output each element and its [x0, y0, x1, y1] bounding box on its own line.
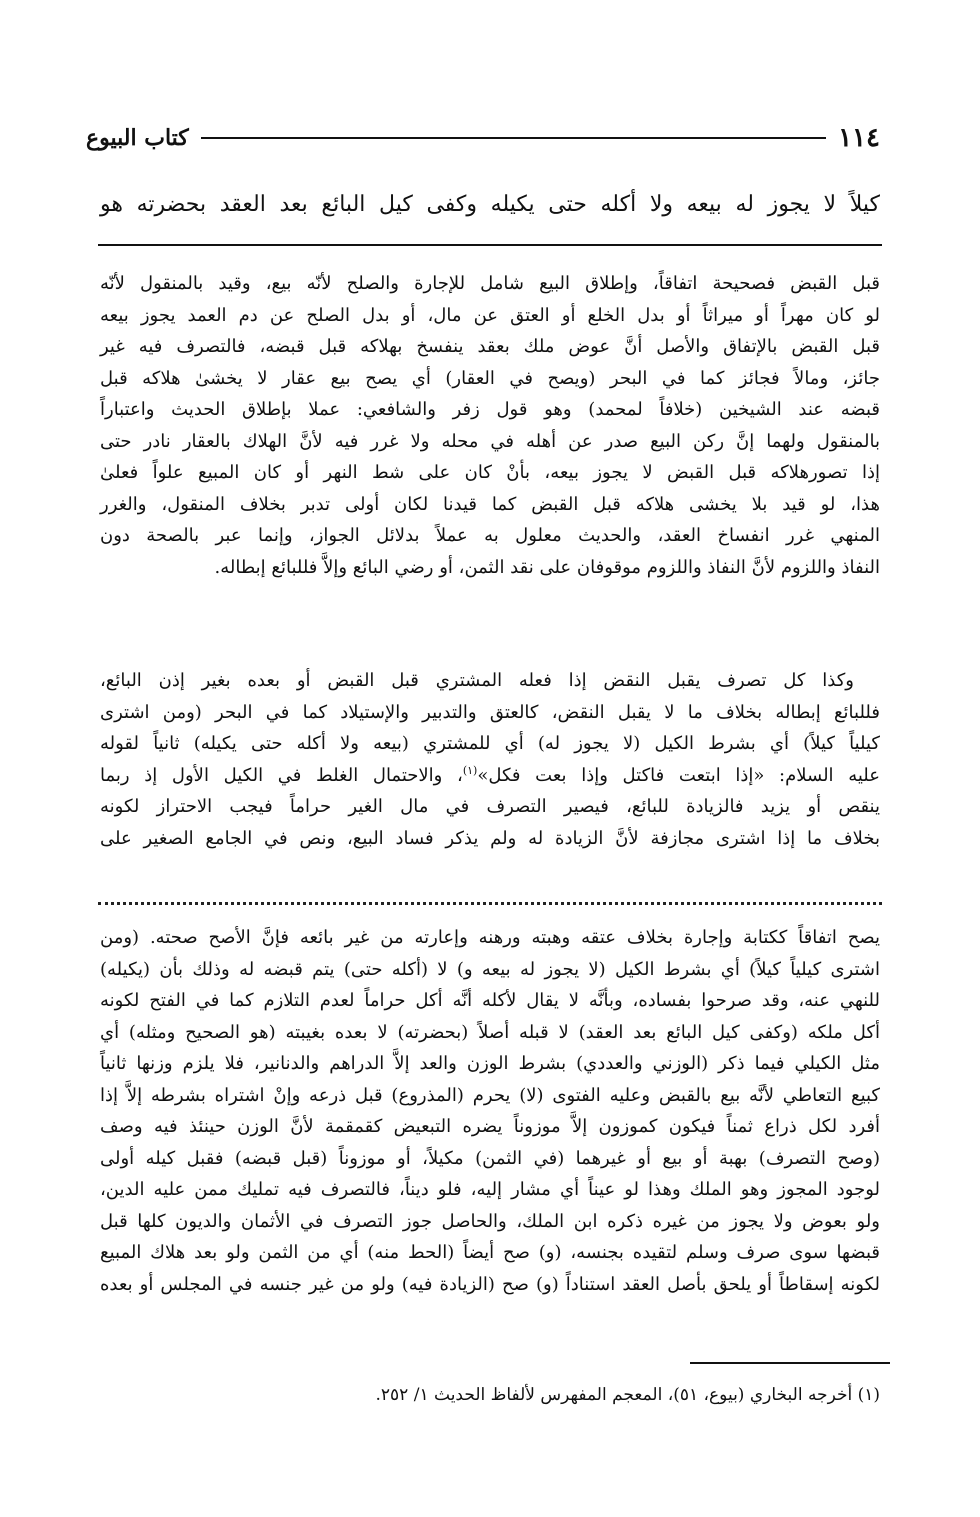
- hadith-quote: عليه السلام: «إذا ابتعت فاكتل وإذا بعت فكل»: [477, 764, 880, 786]
- text-line: قبل القبض بالإتفاق والأصل أنَّ عوض ملك بعقد ينفسخ بهلاكه قبل قبضه، فالتصرف فيه غير: [100, 336, 880, 357]
- text-line: فللبائع إبطاله بخلاف ما لا يقبل النقض، كالعتق والتدبير والإستيلاد كما في البحر (ومن اشترى: [100, 701, 880, 723]
- text-line: ينقص أو يزيد فالزيادة للبائع، فيصير التصرف في مال الغير حراماً فيجب الاحتراز لكونه: [100, 796, 880, 817]
- text-line: لكونه إسقاطاً أو يلحق بأصل العقد استناداً (و) صح (الزيادة فيه) ولو من غير جنسه في المجلس أو بعده: [100, 1273, 880, 1295]
- text-line: أفرد لكل ذراع ثمناً فيكون كموزون إلاَّ موزوناً يضره التبعيض كقمقمة لأنَّ الوزن حينئذ فيه وصف: [100, 1116, 880, 1137]
- text-line: للنهي عنه، وقد صرحوا بفساده، وبأنَّه لا يقال لأكله أنَّه أكل حراماً لعدم التلازم كما في الفتح لكونه: [100, 990, 880, 1011]
- text-line: المنهي غرر انفساخ العقد، والحديث معلول به عملاً بدلائل الجواز، وإنما عبر بالصحة دون: [100, 525, 880, 546]
- text-line: بخلاف ما إذا اشترى مجازفة لأنَّ الزيادة له ولم يذكر فساد البيع، ونص في الجامع الصغير على: [100, 827, 880, 849]
- text-line: لو كان مهراً أو ميراثاً أو بدل الخلع أو العتق عن مال، أو بدل الصلح عن دم العمد يجوز بيعه: [100, 304, 880, 326]
- text-line: مثل الكيلي فيما ذكر (الوزني والعددي) بشرط الوزن والعد إلاَّ الدراهم والدنانير، فلا يلزم وزنها ثانياً: [100, 1053, 880, 1074]
- text-line: بالمنقول ولهما إنَّ ركن البيع صدر عن أهله في محله ولا غرر فيه لأنَّ الهلاك بالعقار نادر حتى: [100, 430, 880, 452]
- commentary-section-1: [100, 268, 880, 583]
- text-line: لوجود المجوز وهو الملك وهذا لو عيناً أي مشار إليه، فلو ديناً، فالتصرف فيه تمليك ممن عليه الدين،: [100, 1179, 880, 1200]
- book-title: كتاب البيوع: [86, 125, 189, 151]
- text-line: النفاذ واللزوم لأنَّ النفاذ واللزوم موقوفان على نقد الثمن، أو رضي البائع وإلاَّ فللبائع إبطاله.: [214, 556, 880, 578]
- footnote-divider: [690, 1362, 890, 1364]
- text-line: ولو بعوض ولا يجوز من غيره ذكره ابن الملك، والحاصل جوز التصرف في الأثمان والديون كلها قبل: [100, 1210, 880, 1232]
- footnote: (١) أخرجه البخاري (بيوع، ٥١)، المعجم المفهرس لألفاظ الحديث ١/ ٢٥٢.: [375, 1385, 880, 1405]
- text-line: هذا، لو قيد بلا يخشى هلاكه قبل القبض كما قيدنا لكان أولى تدبر بخلاف المنقول، والغرر: [100, 493, 880, 515]
- main-text: كيلاً لا يجوز له بيعه ولا أكله حتى يكيله وكفى كيل البائع بعد العقد بحضرته هو: [100, 192, 880, 217]
- header-rule: [201, 137, 826, 139]
- page-header: [86, 118, 880, 158]
- text-line: (وصح التصرف) بهبة أو بيع أو غيرهما (في الثمن) مكيلاً، أو موزوناً (قبل قبضه) فقبل كيله أولى: [100, 1147, 880, 1169]
- text-line: [100, 760, 880, 792]
- main-text-divider: [98, 244, 882, 246]
- dotted-divider: [98, 902, 882, 905]
- page-number: ١١٤: [838, 123, 880, 153]
- text-line: وكذا كل تصرف يقبل النقض إذا فعله المشتري قبل القبض أو بعده بغير إذن البائع،: [100, 670, 854, 691]
- text-line: قبضه عند الشيخين (خلافاً لمحمد) وهو قول زفر والشافعي: عملا بإطلاق الحديث واعتباراً: [100, 399, 880, 420]
- text-line: قبل القبض فصحيحة اتفاقاً، وإطلاق البيع شامل للإجارة والصلح لأنّه بيع، وقيد بالمنقول لأنّه: [100, 273, 880, 294]
- commentary-section-2: [100, 665, 880, 854]
- text-fragment: ، والاحتمال الغلط في الكيل الأول إذ ربما: [100, 764, 463, 786]
- text-line: كبيع التعاطي لأنَّه بيع بالقبض وعليه الفتوى (لا) يحرم (المذروع) قبل ذرعه وإنْ اشتراه بشرطه إلاَّ إذا: [100, 1084, 880, 1106]
- text-line: كيلياً كيلاً) أي بشرط الكيل (لا يجوز له) أي للمشتري (بيعه ولا أكله حتى يكيله) ثانياً لقوله: [100, 733, 880, 754]
- text-line: إذا تصورهلاكه قبل القبض لا يجوز بيعه، بأنْ كان على شط النهر أو كان المبيع علواً فعلىٰ: [100, 462, 880, 483]
- text-line: قبضها سوى صرف وسلم لتقيده بجنسه، (و) صح أيضاً (الحط منه) أي من الثمن ولو بعد هلاك المبيع: [100, 1242, 880, 1263]
- footnote-marker[interactable]: (١): [462, 763, 478, 777]
- text-line: أكل ملكه (وكفى كيل البائع بعد العقد) لا قبله أصلاً (بحضرته) لا بعده بغيبته (هو الصحيح ومثله) أي: [100, 1021, 880, 1043]
- text-line: جائز، ومالاً فجائز كما في البحر (ويصح في العقار) أي يصح بيع عقار لا يخشىٰ هلاكه قبل: [100, 367, 880, 389]
- text-line: اشترى كيلياً كيلاً) أي بشرط الكيل (لا يجوز له بيعه و) لا (أكله حتى) يتم قبضه له وذلك بأن (يكيله): [100, 958, 880, 980]
- text-line: يصح اتفاقاً ككتابة وإجارة بخلاف عتقه وهبته ورهنه وإعارته من غير بائعه فإنَّ الأصح صحته. (ومن: [100, 927, 880, 948]
- commentary-section-3: [100, 922, 880, 1300]
